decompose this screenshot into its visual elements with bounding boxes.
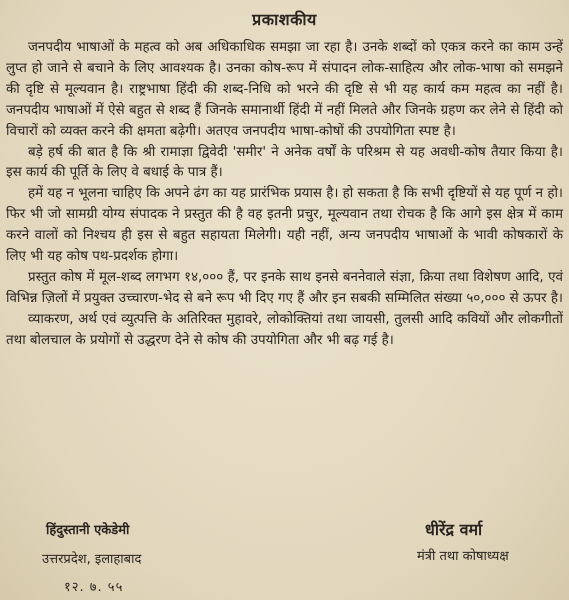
publication-date: १२. ७. ५५ [64,580,124,595]
publisher-org: हिंदुस्तानी एकेडेमी [46,523,130,538]
paragraph-5: व्याकरण, अर्थ एवं व्युत्पत्ति के अतिरिक्त मुहावरे, लोकोक्तियां तथा जायसी, तुलसी आदि कवियों और लोकगीतों तथा बोलचाल के प्रयोगों से उद्धरण देने से कोष की उपयोगिता और भी बढ़ गई है। [6,311,563,348]
publisher-place: उत्तरप्रदेश, इलाहाबाद [42,552,142,567]
paragraph-4: प्रस्तुत कोष में मूल-शब्द लगभग १४,००० हैं, पर इनके साथ इनसे बननेवाले संज्ञा, क्रिया तथा विशेषण आदि, एवं विभिन्न ज़िलों में प्रयुक्त उच्चारण-भेद से बने रूप भी दिए गए हैं और इन सबकी सम्मिलित संख्या ५०,००० से ऊपर है। [6,269,564,306]
paragraph-1: जनपदीय भाषाओं के महत्व को अब अधिकाधिक समझा जा रहा है। उनके शब्दों को एकत्र करने का काम उन्हें लुप्त हो जाने से बचाने के लिए आवश्यक है। उनका कोष-रूप में संपादन लोक-साहित्य और लोक-भाषा को समझने की दृष्टि से मूल्यवान है। राष्ट्रभाषा हिंदी की शब्द-निधि को भरने की दृष्टि से भी यह कार्य कम महत्व का नहीं है। जनपदीय भाषाओं में ऐसे बहुत से शब्द हैं जिनके समानार्थी हिंदी में नहीं मिलते और जिनके ग्रहण कर लेने से हिंदी को विचारों को व्यक्त करने की क्षमता बढ़ेगी। अतएव जनपदीय भाषा-कोषों की उपयोगिता स्पष्ट है। [6,40,563,139]
paragraph-3: हमें यह न भूलना चाहिए कि अपने ढंग का यह प्रारंभिक प्रयास है। हो सकता है कि सभी दृष्टियों से यह पूर्ण न हो। फिर भी जो सामग्री योग्य संपादक ने प्रस्तुत की है वह इतनी प्रचुर, मूल्यवान तथा रोचक है कि आगे इस क्षेत्र में काम करने वालों को निश्चय ही इस से बहुत सहायता मिलेगी। यही नहीं, अन्य जनपदीय भाषाओं के भावी कोषकारों के लिए भी यह कोष पथ-प्रदर्शक होगा। [6,186,563,265]
signatory-role: मंत्री तथा कोषाध्यक्ष [417,549,509,564]
paragraph-2: बड़े हर्ष की बात है कि श्री रामाज्ञा द्विवेदी 'समीर' ने अनेक वर्षों के परिश्रम से यह अवधी-कोष तैयार किया है। इस कार्य की पूर्ति के लिए वे बधाई के पात्र हैं। [6,144,563,181]
signatory-name: धीरेंद्र वर्मा [425,520,483,539]
body-text [6,38,563,352]
page-title: प्रकाशकीय [252,10,317,29]
